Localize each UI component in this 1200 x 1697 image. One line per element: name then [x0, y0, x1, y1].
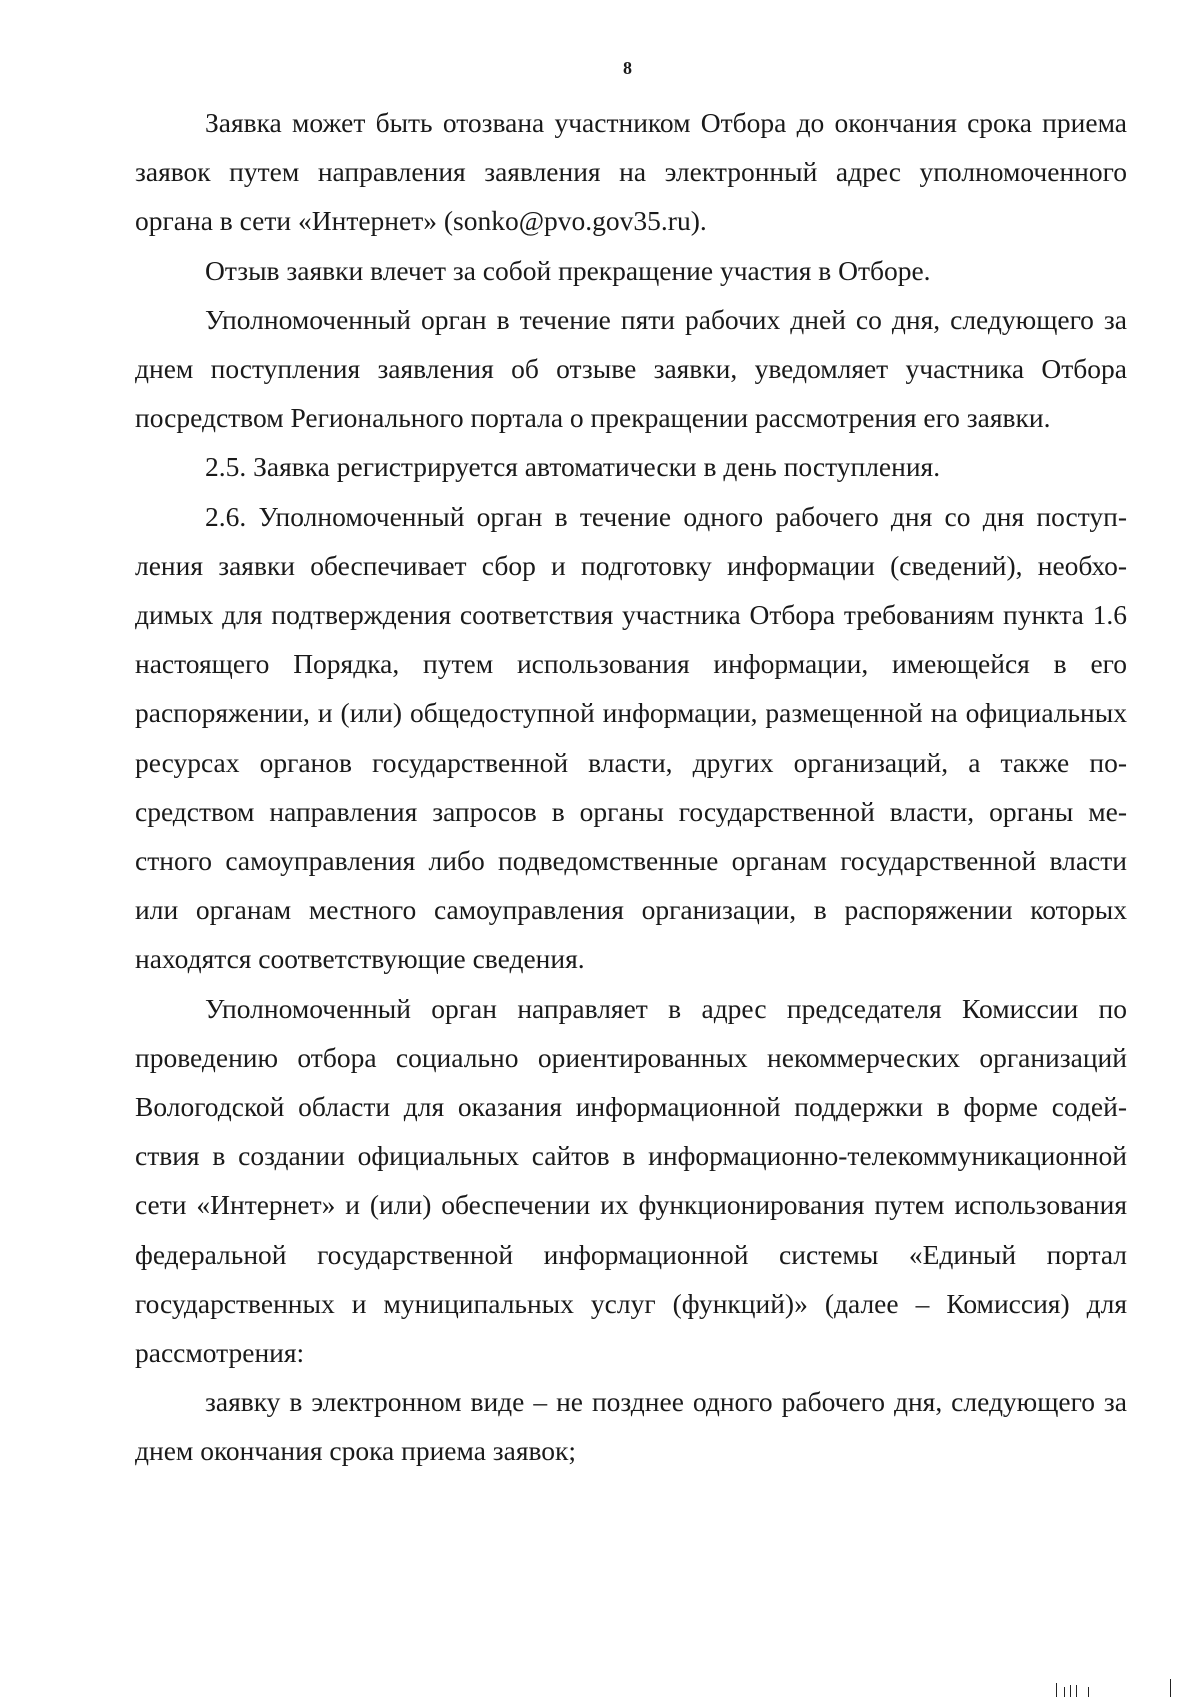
paragraph-withdrawal: Заявка может быть отозвана участником Отбора до окончания срока приема заявок путем направления заявления на электронный адрес уполномоченного органа в сети «Интернет» (sonko@pvo.gov35.ru).	[135, 107, 1127, 237]
paragraph-withdrawal-effect: Отзыв заявки влечет за собой прекращение участия в Отборе.	[205, 254, 931, 286]
paragraph-2-6: 2.6. Уполномоченный орган в течение одного рабочего дня со дня поступления заявки обеспечивает сбор и подготовку информации (сведений), необходимых для подтверждения соответствия участника Отбора требованиям пункта 1.6 настоящего Порядка, путем использования информации, имеющейся в его распоряжении, и (или) общедоступной информации, размещенной на официальных ресурсах органов государственной власти, других организаций, а также посредством направления запросов в органы государственной власти, органы местного самоуправления либо подведомственные органам государственной власти или органам местного самоуправления организации, в распоряжении которых находятся соответствующие сведения.	[135, 500, 1127, 975]
paragraph-notification: Уполномоченный орган в течение пяти рабочих дней со дня, следующего за днем поступления заявления об отзыве заявки, уведомляет участника Отбора посредством Регионального портала о прекращении рассмотрения его заявки.	[135, 303, 1127, 434]
scan-edge-marks	[1052, 1675, 1182, 1697]
paragraph-electronic-application: заявку в электронном виде – не позднее одного рабочего дня, следующего за днем окончания срока приема заявок;	[135, 1386, 1127, 1467]
page-number: 8	[623, 58, 632, 78]
paragraph-commission: Уполномоченный орган направляет в адрес председателя Комиссии по проведению отбора социально ориентированных некоммерческих организаций Вологодской области для оказания информационной поддержки в форме содействия в создании официальных сайтов в информационно-телекоммуникационной сети «Интернет» и (или) обеспечении их функционирования путем использования федеральной государственной информационной системы «Единый портал государственных и муниципальных услуг (функций)» (далее – Комиссия) для рассмотрения:	[135, 992, 1127, 1369]
paragraph-2-5: 2.5. Заявка регистрируется автоматически в день поступления.	[205, 451, 941, 483]
document-body	[135, 98, 1127, 1476]
